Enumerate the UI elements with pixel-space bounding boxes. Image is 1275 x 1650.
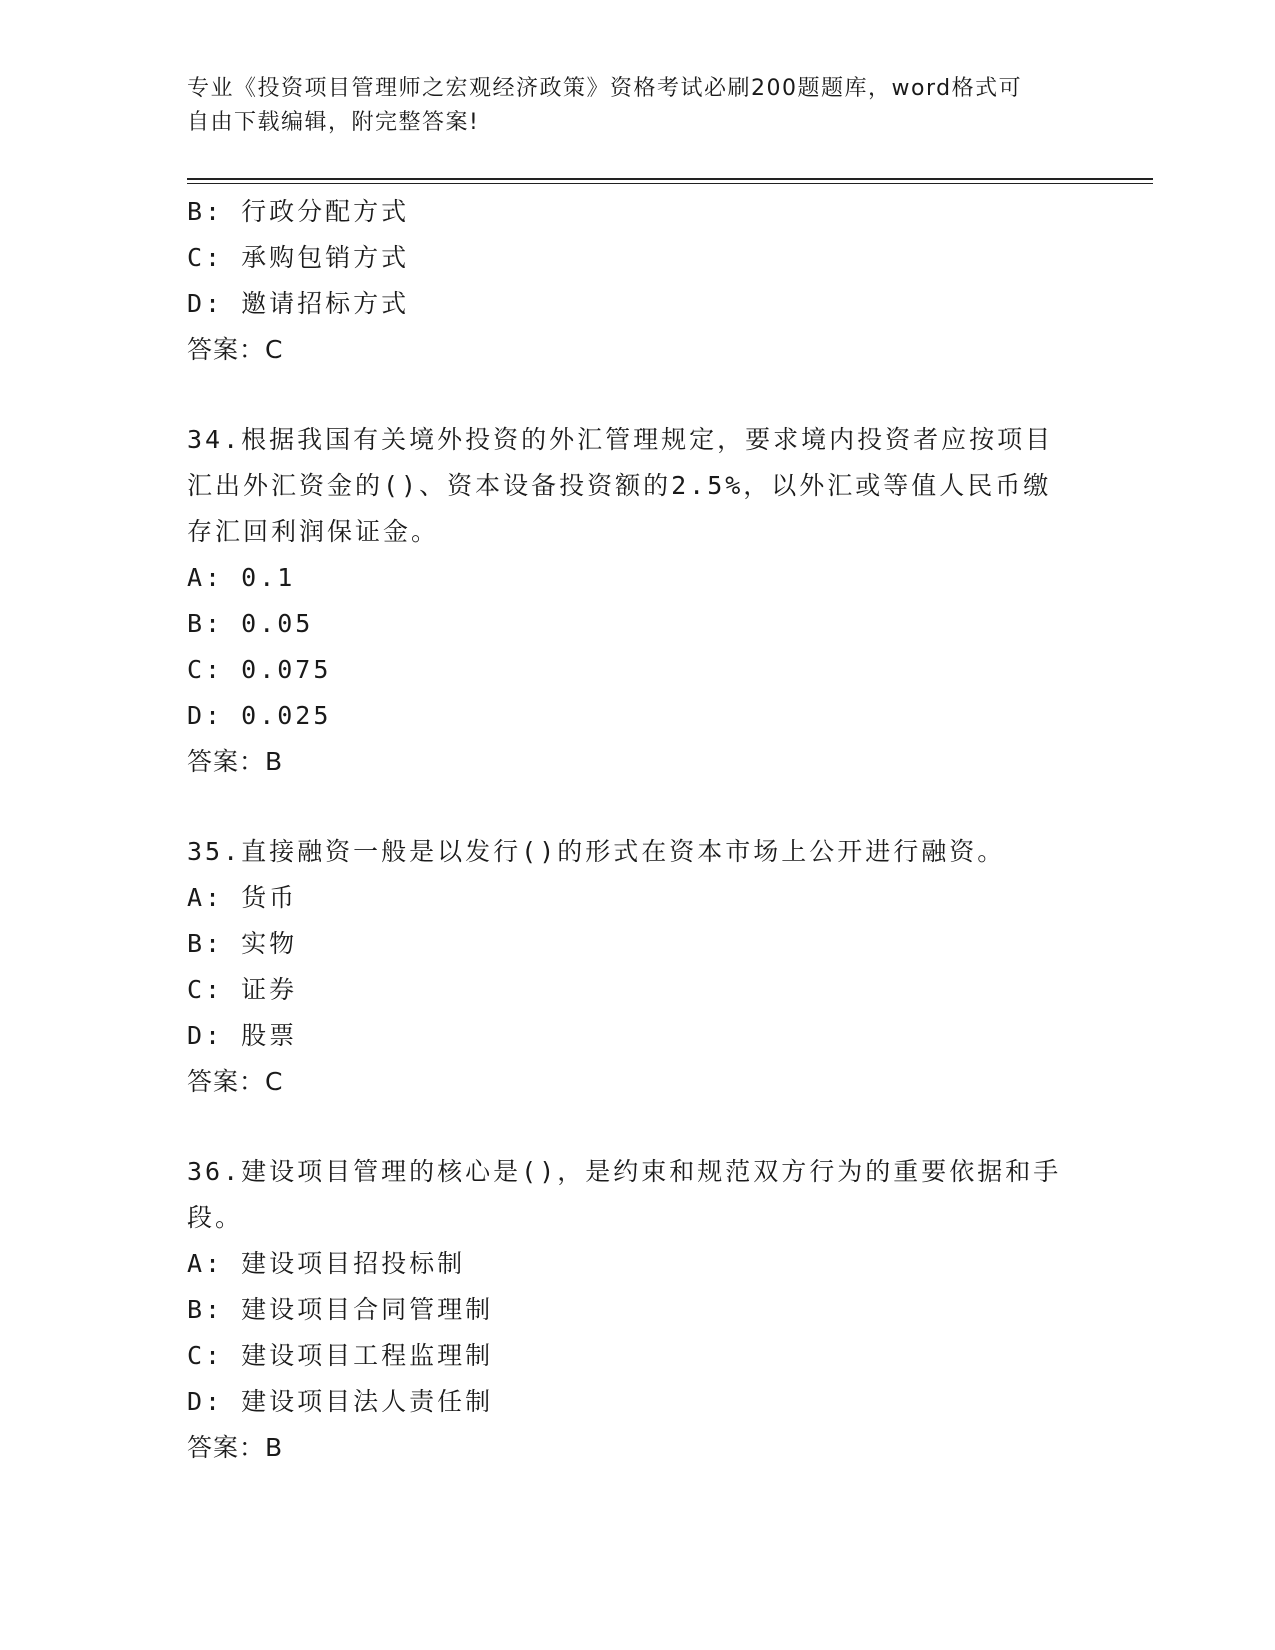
option-a: A: 0.1 [187,563,296,592]
option-c: C: 建设项目工程监理制 [187,1341,494,1370]
document-header [187,72,1087,140]
answer-line: 答案：C [187,1067,284,1096]
option-b: B: 建设项目合同管理制 [187,1295,494,1324]
option-a: A: 建设项目招投标制 [187,1249,466,1278]
answer-line: 答案：B [187,747,284,776]
question-text-line: 35.直接融资一般是以发行()的形式在资本市场上公开进行融资。 [187,837,1006,866]
option-b: B: 行政分配方式 [187,197,410,226]
option-d: D: 邀请招标方式 [187,289,410,318]
question-text-line: 36.建设项目管理的核心是()，是约束和规范双方行为的重要依据和手 [187,1157,1062,1186]
option-b: B: 实物 [187,929,298,958]
question-list [187,189,1107,1471]
option-c: C: 承购包销方式 [187,243,410,272]
header-title-line-1: 专业《投资项目管理师之宏观经济政策》资格考试必刷200题题库，word格式可 [187,76,1023,101]
question-36 [187,1149,1107,1471]
question-34 [187,417,1107,785]
option-d: D: 股票 [187,1021,298,1050]
option-d: D: 0.025 [187,701,332,730]
option-c: C: 证券 [187,975,298,1004]
option-b: B: 0.05 [187,609,314,638]
question-text-line: 34.根据我国有关境外投资的外汇管理规定，要求境内投资者应按项目 [187,425,1054,454]
header-divider-thick [187,178,1153,180]
header-divider-thin [187,183,1153,184]
question-text-line: 汇出外汇资金的()、资本设备投资额的2.5%，以外汇或等值人民币缴 [187,471,1052,500]
option-d: D: 建设项目法人责任制 [187,1387,494,1416]
answer-line: 答案：B [187,1433,284,1462]
header-title-line-2: 自由下载编辑，附完整答案! [187,110,480,135]
question-35 [187,829,1107,1105]
question-text-line: 存汇回利润保证金。 [187,517,440,546]
answer-line: 答案：C [187,335,284,364]
question-text-line: 段。 [187,1203,244,1232]
question-33-options [187,189,1107,373]
option-c: C: 0.075 [187,655,332,684]
option-a: A: 货币 [187,883,298,912]
